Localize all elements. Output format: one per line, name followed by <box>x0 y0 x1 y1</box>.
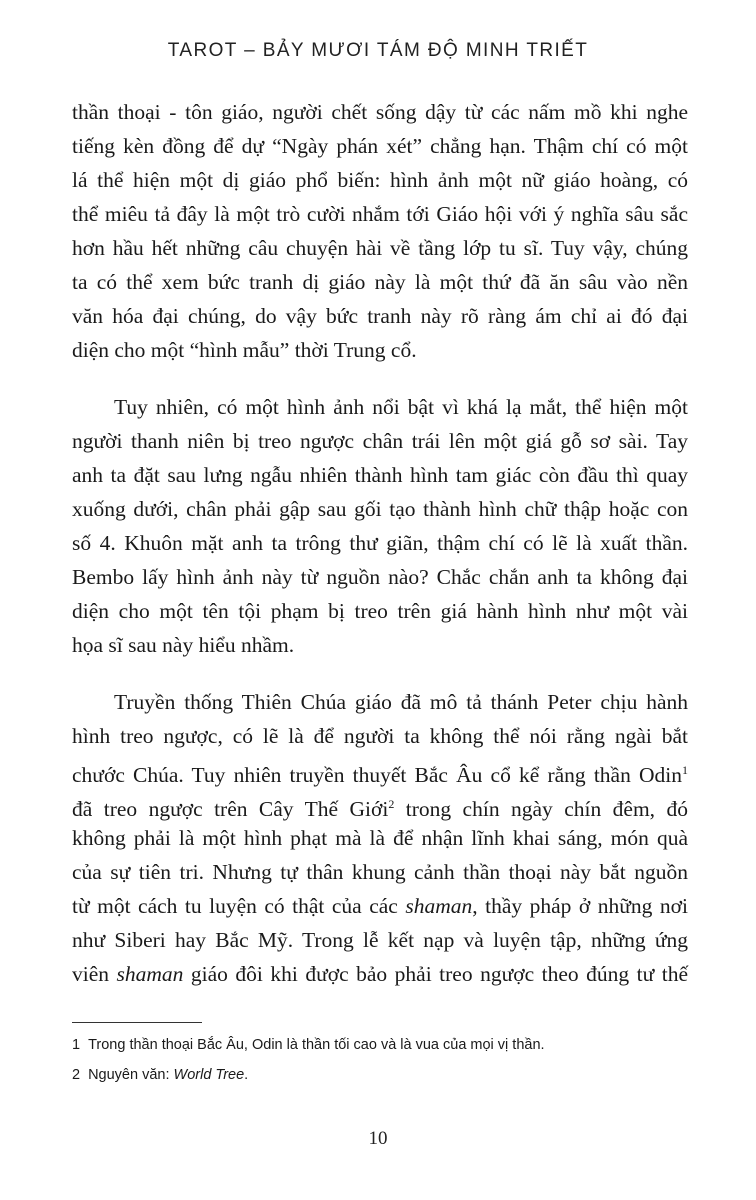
paragraph-2 <box>72 390 688 662</box>
text-line: diện cho một tên tội phạm bị treo trên giá hành hình như một vài <box>72 599 688 623</box>
text-line: Tuy nhiên, có một hình ảnh nổi bật vì khá lạ mắt, thể hiện một <box>114 395 688 419</box>
text-line <box>72 753 688 787</box>
text-line <box>72 787 688 821</box>
footnote-italic: World Tree <box>173 1067 245 1083</box>
text-line: xuống dưới, chân phải gập sau gối tạo thành hình chữ thập hoặc con <box>72 497 688 521</box>
footnote-text: Nguyên văn: <box>88 1067 174 1083</box>
text-run: từ một cách tu luyện có thật của các <box>72 894 406 918</box>
text-line: như Siberi hay Bắc Mỹ. Trong lễ kết nạp và luyện tập, những ứng <box>72 928 688 952</box>
footnote-divider <box>72 1022 202 1023</box>
text-line: ta có thể xem bức tranh dị giáo này là một thứ đã ăn sâu vào nền <box>72 270 688 294</box>
running-header: TAROT – BẢY MƯƠI TÁM ĐỘ MINH TRIẾT <box>167 40 589 61</box>
paragraph-3 <box>72 685 688 991</box>
footnote-ref-2[interactable]: 2 <box>388 797 395 811</box>
text-run: , thầy pháp ở những nơi <box>472 894 688 918</box>
text-line: văn hóa đại chúng, do vậy bức tranh này rõ ràng ám chỉ ai đó đại <box>72 304 688 328</box>
footnotes <box>72 1030 688 1090</box>
italic-term: shaman <box>116 962 184 986</box>
text-line: thần thoại - tôn giáo, người chết sống dậy từ các nấm mồ khi nghe <box>72 100 688 124</box>
text-line <box>72 957 688 991</box>
footnote-2 <box>72 1060 688 1090</box>
text-line: anh ta đặt sau lưng ngẫu nhiên thành hình tam giác còn đầu thì quay <box>72 463 688 487</box>
text-line: Bembo lấy hình ảnh này từ nguồn nào? Chắc chắn anh ta không đại <box>72 565 688 589</box>
paragraph-1 <box>72 95 688 367</box>
text-line: diện cho một “hình mẫu” thời Trung cổ. <box>72 338 417 362</box>
text-line: không phải là một hình phạt mà là để nhận lĩnh khai sáng, món quà <box>72 826 688 850</box>
footnote-text: . <box>244 1067 249 1083</box>
text-run: chước Chúa. Tuy nhiên truyền thuyết Bắc Âu cổ kể rằng thần Odin <box>72 763 682 788</box>
text-line: hơn hầu hết những câu chuyện hài về tầng lớp tu sĩ. Tuy vậy, chúng <box>72 236 688 260</box>
text-line: số 4. Khuôn mặt anh ta trông thư giãn, thậm chí có lẽ là xuất thần. <box>72 531 688 555</box>
footnote-1 <box>72 1030 688 1060</box>
text-run: viên <box>72 962 117 986</box>
text-line: họa sĩ sau này hiểu nhầm. <box>72 633 295 657</box>
body-text <box>72 95 688 1014</box>
footnote-number: 1 <box>72 1037 81 1053</box>
text-run: đã treo ngược trên Cây Thế Giới <box>72 797 389 822</box>
text-line: lá thể hiện một dị giáo phổ biến: hình ảnh một nữ giáo hoàng, có <box>72 168 688 192</box>
italic-term: shaman <box>405 894 473 918</box>
footnote-ref-1[interactable]: 1 <box>682 763 688 777</box>
text-line: người thanh niên bị treo ngược chân trái lên một giá gỗ sơ sài. Tay <box>72 429 688 453</box>
footnote-number: 2 <box>72 1067 81 1083</box>
text-line <box>72 889 688 923</box>
text-line: hình treo ngược, có lẽ là để người ta không thể nói rằng ngài bắt <box>72 724 688 748</box>
footnote-text: Trong thần thoại Bắc Âu, Odin là thần tối cao và là vua của mọi vị thần. <box>88 1037 545 1053</box>
text-run: giáo đôi khi được bảo phải treo ngược theo đúng tư thế <box>183 962 688 986</box>
text-run: trong chín ngày chín đêm, đó <box>394 797 688 822</box>
text-line: Truyền thống Thiên Chúa giáo đã mô tả thánh Peter chịu hành <box>114 690 688 714</box>
text-line: thể miêu tả đây là một trò cười nhắm tới Giáo hội với ý nghĩa sâu sắc <box>72 202 688 226</box>
text-line: tiếng kèn đồng để dự “Ngày phán xét” chẳng hạn. Thậm chí có một <box>72 134 688 158</box>
page-number: 10 <box>368 1128 388 1149</box>
text-line: của sự tiên tri. Nhưng tự thân khung cảnh thần thoại này bắt nguồn <box>72 860 688 884</box>
